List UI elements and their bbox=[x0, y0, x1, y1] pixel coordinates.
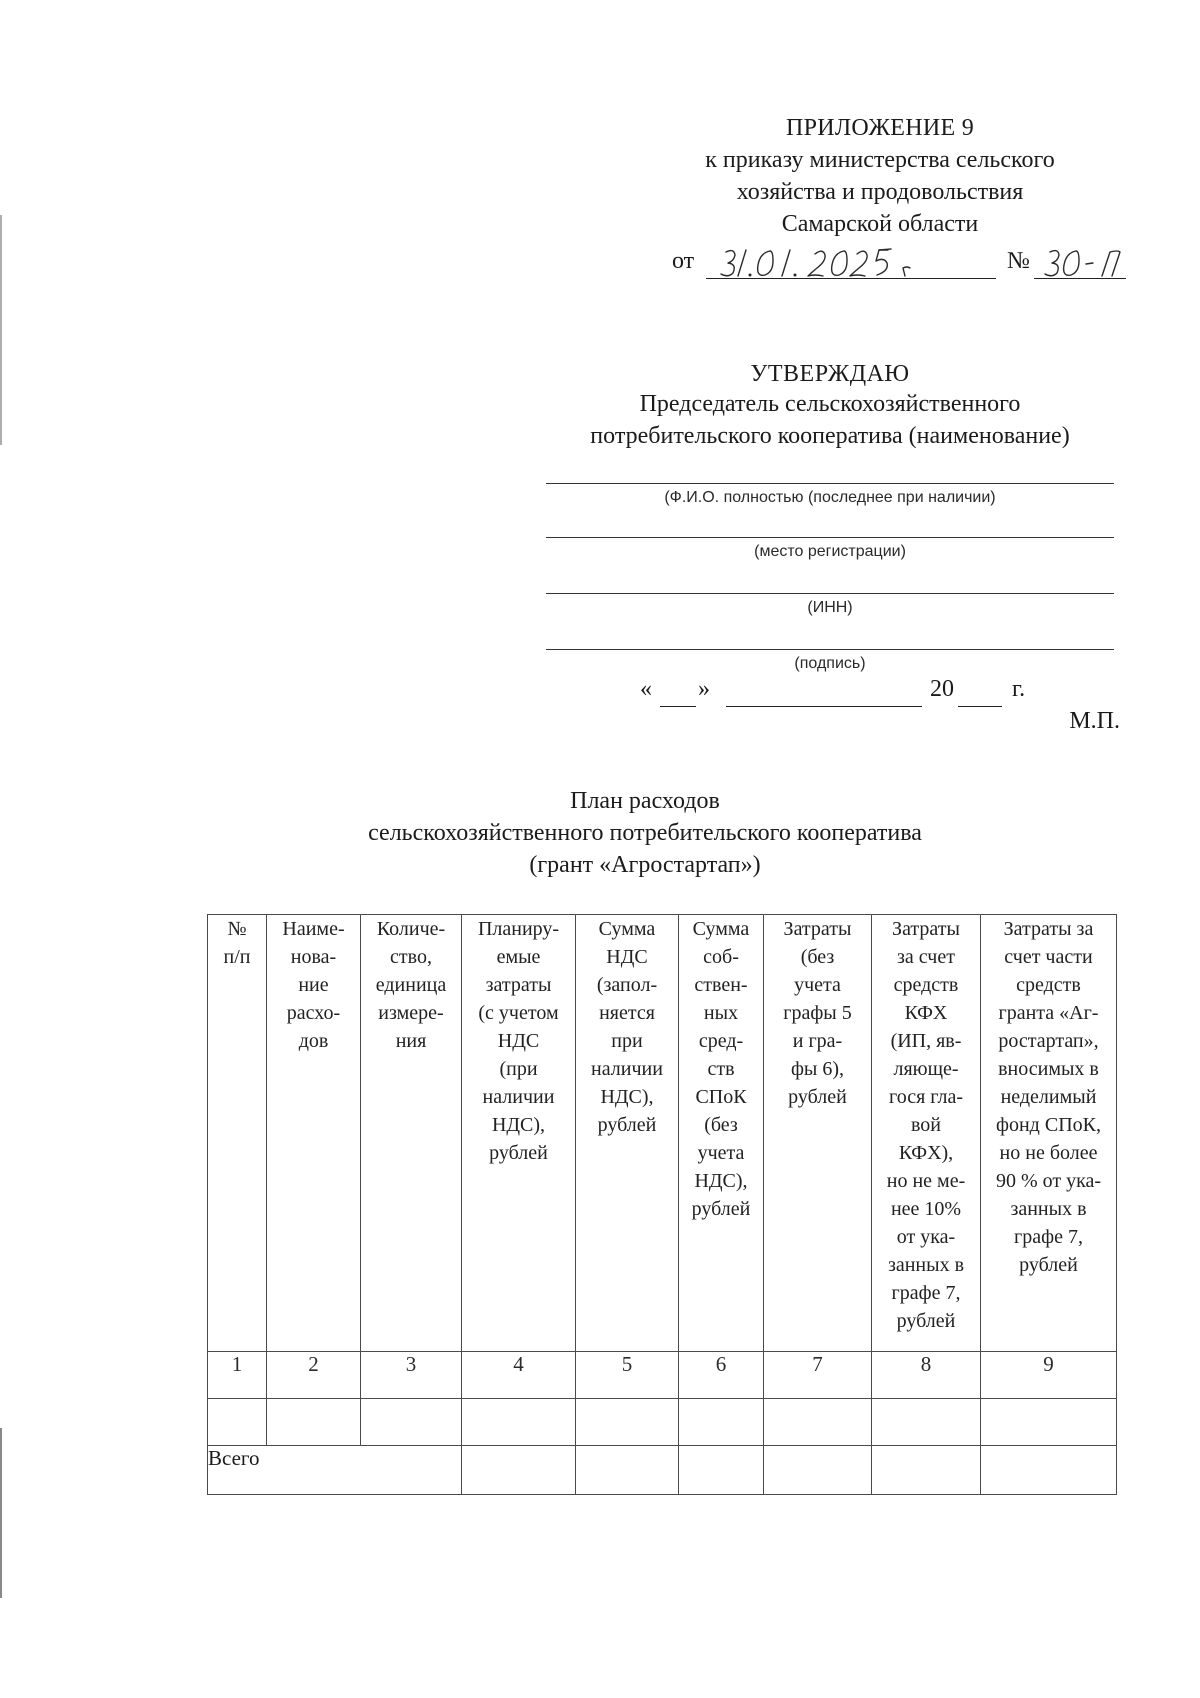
total-row bbox=[208, 1446, 1117, 1495]
header-cell-4 bbox=[462, 915, 576, 1352]
header-line: затраты bbox=[485, 974, 552, 996]
registration-caption: (место регистрации) bbox=[754, 543, 906, 560]
total-label: Всего bbox=[208, 1446, 462, 1495]
header-line: № bbox=[227, 918, 247, 940]
header-line: рублей bbox=[597, 1114, 657, 1136]
total-cell bbox=[764, 1446, 872, 1495]
header-line: наличии bbox=[591, 1058, 663, 1080]
year-blank bbox=[958, 706, 1002, 707]
header-line: ство, bbox=[390, 946, 432, 968]
appendix-title: ПРИЛОЖЕНИЕ 9 bbox=[785, 115, 975, 141]
header-line: единица bbox=[375, 974, 447, 996]
header-line: (запол- bbox=[596, 974, 658, 996]
header-line: рублей bbox=[896, 1310, 956, 1332]
header-line: сред- bbox=[698, 1030, 744, 1052]
approval-title: УТВЕРЖДАЮ bbox=[750, 361, 910, 387]
header-line: средств bbox=[1016, 974, 1081, 996]
header-lines bbox=[576, 915, 678, 1139]
header-line: гранта «Аг- bbox=[998, 1002, 1099, 1024]
header-line: (ИП, яв- bbox=[890, 1030, 962, 1052]
month-blank bbox=[726, 706, 922, 707]
year-prefix: 20 bbox=[930, 676, 954, 702]
header-line: рублей bbox=[1019, 1254, 1078, 1276]
data-cell bbox=[679, 1399, 764, 1446]
total-cell bbox=[679, 1446, 764, 1495]
total-cell bbox=[872, 1446, 981, 1495]
order-number-label: № bbox=[1007, 248, 1030, 274]
total-cell bbox=[981, 1446, 1117, 1495]
header-line: вносимых в bbox=[998, 1058, 1099, 1080]
header-line: ных bbox=[703, 1002, 739, 1024]
header-cell-8 bbox=[872, 915, 981, 1352]
plan-title: План расходов bbox=[570, 788, 720, 814]
column-number-row bbox=[208, 1352, 1117, 1399]
column-number: 1 bbox=[208, 1352, 267, 1399]
handwritten-order-date bbox=[712, 242, 972, 282]
data-cell bbox=[267, 1399, 361, 1446]
header-line: занных в bbox=[1010, 1198, 1087, 1220]
header-line: НДС), bbox=[600, 1086, 654, 1108]
header-line: и гра- bbox=[792, 1030, 843, 1052]
signature-caption: (подпись) bbox=[794, 655, 866, 672]
header-line: графе 7, bbox=[1014, 1226, 1083, 1248]
header-cell-7 bbox=[764, 915, 872, 1352]
header-lines bbox=[679, 915, 763, 1223]
header-line: Количе- bbox=[376, 918, 446, 940]
header-line: фы 6), bbox=[790, 1058, 845, 1080]
header-line: гося гла- bbox=[889, 1086, 963, 1108]
header-line: фонд СПоК, bbox=[996, 1114, 1101, 1136]
appendix-line: хозяйства и продовольствия bbox=[736, 179, 1024, 205]
data-cell bbox=[981, 1399, 1117, 1446]
appendix-line: Самарской области bbox=[781, 211, 979, 237]
header-line: нее 10% bbox=[890, 1198, 962, 1220]
header-line: от ука- bbox=[896, 1226, 956, 1248]
header-line: (без bbox=[704, 1114, 738, 1136]
header-line: средств bbox=[893, 974, 959, 996]
header-line: емые bbox=[496, 946, 541, 968]
stamp-place-label: М.П. bbox=[1069, 708, 1120, 734]
header-line: за счет bbox=[897, 946, 955, 968]
approval-line: потребительского кооператива (наименование) bbox=[590, 423, 1070, 449]
header-line: расхо- bbox=[286, 1002, 341, 1024]
column-number: 7 bbox=[764, 1352, 872, 1399]
header-lines bbox=[208, 915, 266, 971]
header-line: (при bbox=[499, 1058, 538, 1080]
header-line: ствен- bbox=[694, 974, 748, 996]
header-line: НДС bbox=[606, 946, 648, 968]
header-line: измере- bbox=[378, 1002, 444, 1024]
header-line: занных в bbox=[887, 1254, 965, 1276]
column-number: 3 bbox=[361, 1352, 462, 1399]
header-line: дов bbox=[298, 1030, 329, 1052]
header-line: графе 7, bbox=[891, 1282, 961, 1304]
total-cell bbox=[462, 1446, 576, 1495]
inn-blank-line bbox=[546, 593, 1114, 594]
header-line: Наиме- bbox=[282, 918, 345, 940]
header-line: ств bbox=[707, 1058, 735, 1080]
header-lines bbox=[267, 915, 360, 1055]
date-close-quote: » bbox=[698, 676, 710, 702]
appendix-header bbox=[640, 112, 1120, 240]
data-cell bbox=[462, 1399, 576, 1446]
column-number: 9 bbox=[981, 1352, 1117, 1399]
header-line: НДС bbox=[497, 1030, 540, 1052]
header-line: ляюще- bbox=[893, 1058, 959, 1080]
header-line: счет части bbox=[1004, 946, 1093, 968]
header-line: Сумма bbox=[692, 918, 750, 940]
scan-artifact-mark bbox=[0, 215, 2, 445]
header-cell-2 bbox=[267, 915, 361, 1352]
header-line: 90 % от ука- bbox=[995, 1170, 1102, 1192]
header-line: КФХ bbox=[904, 1002, 948, 1024]
header-line: рублей bbox=[788, 1086, 847, 1108]
plan-subtitle: сельскохозяйственного потребительского кооператива bbox=[368, 820, 922, 846]
header-line: НДС), bbox=[694, 1170, 748, 1192]
header-line: ростартап», bbox=[998, 1030, 1099, 1052]
order-from-label: от bbox=[672, 248, 695, 274]
header-line: няется bbox=[599, 1002, 655, 1024]
header-cell-5 bbox=[576, 915, 679, 1352]
handwritten-order-number bbox=[1044, 242, 1128, 282]
fio-caption: (Ф.И.О. полностью (последнее при наличии) bbox=[664, 489, 996, 506]
header-line: при bbox=[611, 1030, 643, 1052]
data-cell bbox=[361, 1399, 462, 1446]
data-cell bbox=[576, 1399, 679, 1446]
header-line: но не более bbox=[999, 1142, 1098, 1164]
header-lines bbox=[361, 915, 461, 1055]
header-line: вой bbox=[910, 1114, 941, 1136]
header-line: (с учетом bbox=[478, 1002, 559, 1024]
header-line: (без bbox=[800, 946, 835, 968]
header-line: СПоК bbox=[695, 1086, 747, 1108]
header-line: Планиру- bbox=[477, 918, 560, 940]
approval-line: Председатель сельскохозяйственного bbox=[639, 391, 1021, 417]
expense-plan-table bbox=[207, 914, 1117, 1495]
header-line: НДС), bbox=[491, 1114, 546, 1136]
header-line: КФХ), bbox=[898, 1142, 954, 1164]
header-line: неделимый bbox=[1000, 1086, 1097, 1108]
empty-data-row bbox=[208, 1399, 1117, 1446]
column-number: 4 bbox=[462, 1352, 576, 1399]
total-cell bbox=[576, 1446, 679, 1495]
header-lines bbox=[764, 915, 871, 1111]
data-cell bbox=[872, 1399, 981, 1446]
header-cell-3 bbox=[361, 915, 462, 1352]
header-row bbox=[208, 915, 1117, 1352]
appendix-line: к приказу министерства сельского bbox=[705, 147, 1055, 173]
column-number: 2 bbox=[267, 1352, 361, 1399]
header-lines bbox=[872, 915, 980, 1335]
header-line: учета bbox=[794, 974, 841, 996]
header-cell-1 bbox=[208, 915, 267, 1352]
header-line: ние bbox=[298, 974, 329, 996]
year-suffix: г. bbox=[1012, 676, 1026, 702]
header-line: Затраты bbox=[892, 918, 960, 940]
header-line: рублей bbox=[691, 1198, 751, 1220]
header-line: графы 5 bbox=[783, 1002, 852, 1024]
order-reference-row bbox=[672, 242, 1132, 282]
header-lines bbox=[981, 915, 1116, 1279]
day-blank bbox=[660, 706, 696, 707]
header-line: нова- bbox=[290, 946, 337, 968]
signature-blank-line bbox=[546, 649, 1114, 650]
header-lines bbox=[462, 915, 575, 1167]
header-line: но не ме- bbox=[886, 1170, 966, 1192]
header-line: Затраты bbox=[783, 918, 852, 940]
registration-blank-line bbox=[546, 537, 1114, 538]
header-line: Затраты за bbox=[1003, 918, 1094, 940]
data-cell bbox=[208, 1399, 267, 1446]
fio-blank-line bbox=[546, 483, 1114, 484]
date-open-quote: « bbox=[640, 676, 652, 702]
header-line: наличии bbox=[482, 1086, 555, 1108]
column-number: 8 bbox=[872, 1352, 981, 1399]
data-cell bbox=[764, 1399, 872, 1446]
header-line: Сумма bbox=[598, 918, 656, 940]
header-cell-9 bbox=[981, 915, 1117, 1352]
header-line: соб- bbox=[703, 946, 739, 968]
column-number: 5 bbox=[576, 1352, 679, 1399]
inn-caption: (ИНН) bbox=[807, 599, 853, 616]
scan-artifact-mark bbox=[0, 1428, 2, 1598]
column-number: 6 bbox=[679, 1352, 764, 1399]
plan-grant-name: (грант «Агростартап») bbox=[529, 852, 761, 878]
header-line: ния bbox=[395, 1030, 427, 1052]
header-line: п/п bbox=[223, 946, 251, 968]
header-cell-6 bbox=[679, 915, 764, 1352]
header-line: рублей bbox=[489, 1142, 548, 1164]
header-line: учета bbox=[697, 1142, 745, 1164]
